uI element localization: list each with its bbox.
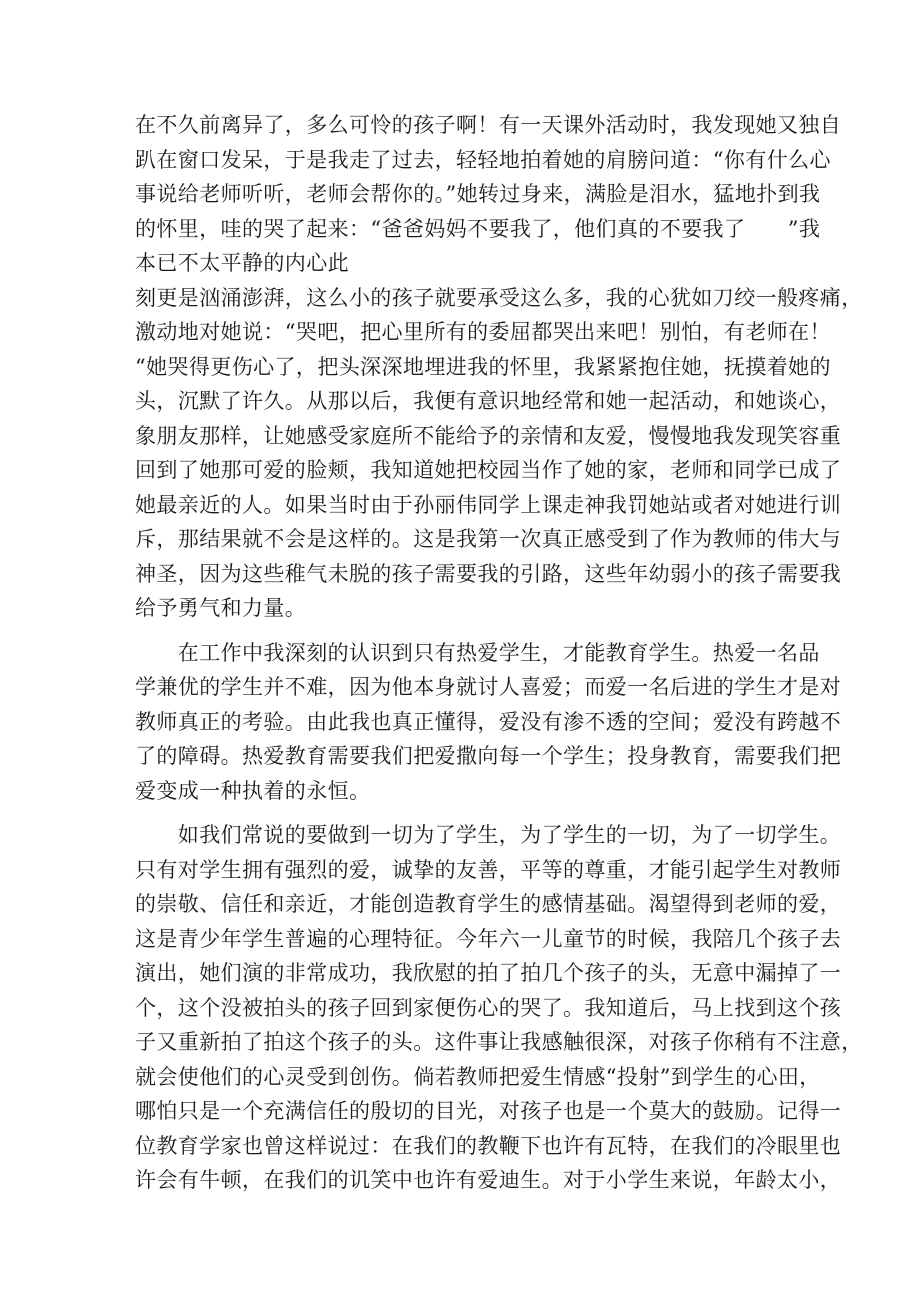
text-line: 演出，她们演的非常成功，我欣慰的拍了拍几个孩子的头，无意中漏掉了一 — [135, 961, 842, 985]
text-line: 本已不太平静的内心此 — [135, 251, 349, 275]
text-line: 了的障碍。热爱教育需要我们把爱撒向每一个学生；投身教育，需要我们把 — [135, 744, 842, 768]
text-line: 象朋友那样，让她感受家庭所不能给予的亲情和友爱，慢慢地我发现笑容重 — [135, 423, 842, 448]
text-line: 爱变成一种执着的永恒。 — [135, 778, 371, 803]
text-line: 只有对学生拥有强烈的爱，诚挚的友善，平等的尊重，才能引起学生对教师 — [135, 857, 842, 882]
text-line: 如我们常说的要做到一切为了学生，为了学生的一切，为了一切学生。 — [135, 823, 842, 847]
text-line: 这是青少年学生普遍的心理特征。今年六一儿童节的时候，我陪几个孩子去 — [135, 926, 842, 951]
text-line: 学兼优的学生并不难，因为他本身就讨人喜爱；而爱一名后进的学生才是对 — [135, 675, 842, 699]
text-line: 斥，那结果就不会是这样的。这是我第一次真正感受到了作为教师的伟大与 — [135, 527, 842, 551]
text-line: 神圣，因为这些稚气未脱的孩子需要我的引路，这些年幼弱小的孩子需要我 — [135, 561, 842, 586]
text-line: 位教育学家也曾这样说过：在我们的教鞭下也许有瓦特，在我们的冷眼里也 — [135, 1133, 842, 1158]
text-line: 在工作中我深刻的认识到只有热爱学生，才能教育学生。热爱一名品 — [135, 640, 820, 665]
text-line: 的怀里，哇的哭了起来：“爸爸妈妈不要我了，他们真的不要我了 ”我 — [135, 216, 821, 241]
paragraph-gap — [135, 626, 795, 636]
text-line: 头，沉默了许久。从那以后，我便有意识地经常和她一起活动，和她谈心， — [135, 389, 842, 413]
text-line: 给予勇气和力量。 — [135, 596, 307, 620]
paragraph-gap — [135, 808, 795, 818]
text-line: 的崇敬、信任和亲近，才能创造教育学生的感情基础。渴望得到老师的爱， — [135, 892, 842, 916]
text-line: 刻更是汹涌澎湃，这么小的孩子就要承受这么多，我的心犹如刀绞一般疼痛， — [135, 285, 863, 310]
text-line: 个，这个没被拍头的孩子回到家便伤心的哭了。我知道后，马上找到这个孩 — [135, 995, 842, 1020]
text-line: 她最亲近的人。如果当时由于孙丽伟同学上课走神我罚她站或者对她进行训 — [135, 492, 842, 517]
text-line: 许会有牛顿，在我们的讥笑中也许有爱迪生。对于小学生来说，年龄太小， — [135, 1168, 842, 1192]
text-line: 回到了她那可爱的脸颊，我知道她把校园当作了她的家，老师和同学已成了 — [135, 458, 842, 482]
document-page — [135, 108, 863, 1198]
text-line: 趴在窗口发呆，于是我走了过去，轻轻地拍着她的肩膀问道：“你有什么心 — [135, 147, 831, 172]
text-line: 在不久前离异了，多么可怜的孩子啊！有一天课外活动时，我发现她又独自 — [135, 113, 842, 137]
text-line: 教师真正的考验。由此我也真正懂得，爱没有渗不透的空间；爱没有跨越不 — [135, 709, 842, 734]
text-line: 哪怕只是一个充满信任的殷切的目光，对孩子也是一个莫大的鼓励。记得一 — [135, 1099, 842, 1123]
text-line: 子又重新拍了拍这个孩子的头。这件事让我感触很深，对孩子你稍有不注意， — [135, 1030, 863, 1054]
text-line: 事说给老师听听，老师会帮你的。”她转过身来，满脸是泪水，猛地扑到我 — [135, 182, 821, 206]
text-line: 激动地对她说：“哭吧，把心里所有的委屈都哭出来吧！别怕，有老师在！ — [135, 320, 831, 344]
text-line: “她哭得更伤心了，把头深深地埋进我的怀里，我紧紧抱住她，抚摸着她的 — [135, 354, 831, 379]
text-line: 就会使他们的心灵受到创伤。倘若教师把爱生情感“投射”到学生的心田， — [135, 1064, 821, 1089]
